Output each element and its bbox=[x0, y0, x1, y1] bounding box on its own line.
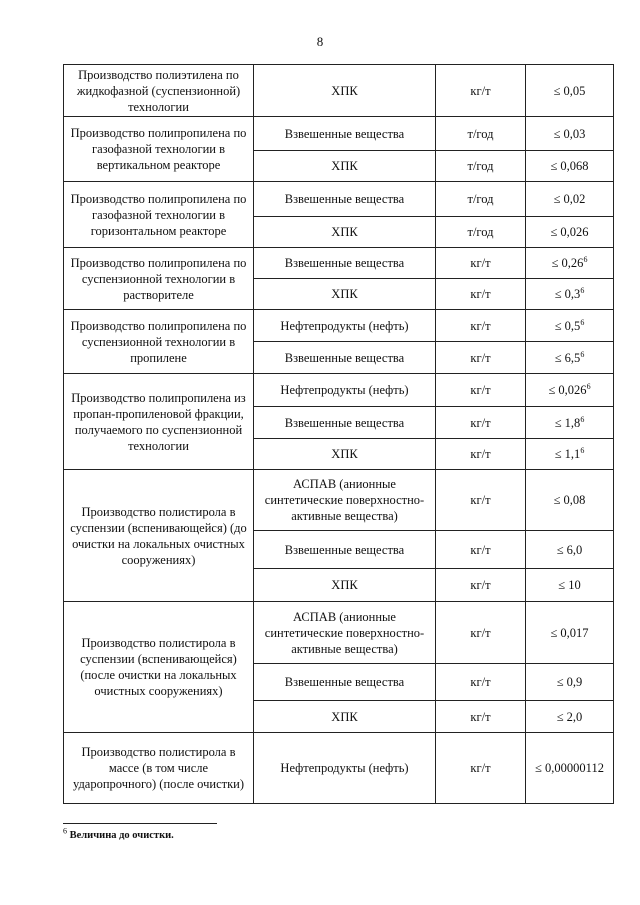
footnote-ref: 6 bbox=[583, 254, 588, 264]
value-cell bbox=[526, 439, 614, 470]
table-row bbox=[64, 470, 614, 531]
unit-cell: кг/т bbox=[436, 701, 526, 733]
unit-cell: т/год bbox=[436, 182, 526, 217]
production-cell: Производство полипропилена по суспензионной технологии в растворителе bbox=[64, 248, 254, 310]
unit-cell: т/год bbox=[436, 151, 526, 182]
substance-cell: АСПАВ (анионные синтетические поверхностно-активные вещества) bbox=[254, 602, 436, 664]
value-cell bbox=[526, 374, 614, 407]
value-cell bbox=[526, 117, 614, 151]
substance-cell: Взвешенные вещества bbox=[254, 664, 436, 701]
substance-cell: Взвешенные вещества bbox=[254, 248, 436, 279]
value-text: ≤ 0,26 bbox=[551, 256, 584, 270]
value-text: ≤ 0,3 bbox=[554, 287, 581, 301]
value-cell bbox=[526, 248, 614, 279]
value-text: ≤ 0,068 bbox=[550, 159, 589, 173]
table-row bbox=[64, 182, 614, 217]
table-row bbox=[64, 310, 614, 342]
value-cell bbox=[526, 342, 614, 374]
value-cell bbox=[526, 182, 614, 217]
value-text: ≤ 0,03 bbox=[553, 126, 586, 141]
substance-cell: Нефтепродукты (нефть) bbox=[254, 733, 436, 804]
value-cell bbox=[526, 569, 614, 602]
table-row bbox=[64, 374, 614, 407]
footnote-rule bbox=[63, 823, 217, 824]
table-row bbox=[64, 117, 614, 151]
footnote-mark: 6 bbox=[63, 826, 67, 836]
value-cell bbox=[526, 602, 614, 664]
value-text: ≤ 0,08 bbox=[553, 493, 586, 507]
footnote-ref: 6 bbox=[586, 381, 591, 391]
value-cell bbox=[526, 151, 614, 182]
substance-cell: ХПК bbox=[254, 65, 436, 117]
production-cell: Производство полипропилена по суспензионной технологии в пропилене bbox=[64, 310, 254, 374]
value-text: ≤ 0,5 bbox=[554, 318, 581, 333]
table-row bbox=[64, 733, 614, 804]
value-text: ≤ 2,0 bbox=[556, 709, 583, 724]
substance-cell: Взвешенные вещества bbox=[254, 407, 436, 439]
value-cell bbox=[526, 310, 614, 342]
value-cell bbox=[526, 701, 614, 733]
substance-cell: Нефтепродукты (нефть) bbox=[254, 374, 436, 407]
value-cell bbox=[526, 531, 614, 569]
unit-cell: кг/т bbox=[436, 439, 526, 470]
footnote bbox=[63, 826, 174, 841]
unit-cell: кг/т bbox=[436, 733, 526, 804]
unit-cell: кг/т bbox=[436, 531, 526, 569]
value-cell bbox=[526, 65, 614, 117]
production-cell: Производство полистирола в суспензии (вспенивающейся) (после очистки на локальных очистных сооружениях) bbox=[64, 602, 254, 733]
footnote-ref: 6 bbox=[580, 285, 585, 295]
value-text: ≤ 0,9 bbox=[556, 675, 583, 689]
substance-cell: Взвешенные вещества bbox=[254, 182, 436, 217]
production-cell: Производство полистирола в массе (в том числе ударопрочного) (после очистки) bbox=[64, 733, 254, 804]
production-cell: Производство полиэтилена по жидкофазной (суспензионной) технологии bbox=[64, 65, 254, 117]
value-text: ≤ 10 bbox=[558, 578, 581, 592]
value-text: ≤ 1,1 bbox=[554, 447, 581, 461]
value-text: ≤ 0,017 bbox=[550, 625, 589, 640]
substance-cell: Нефтепродукты (нефть) bbox=[254, 310, 436, 342]
footnote-ref: 6 bbox=[580, 445, 585, 455]
unit-cell: кг/т bbox=[436, 664, 526, 701]
value-text: ≤ 1,8 bbox=[554, 415, 581, 430]
substance-cell: ХПК bbox=[254, 701, 436, 733]
substance-cell: ХПК bbox=[254, 439, 436, 470]
value-text: ≤ 0,00000112 bbox=[535, 761, 604, 775]
unit-cell: кг/т bbox=[436, 342, 526, 374]
value-text: ≤ 0,05 bbox=[553, 83, 586, 98]
value-cell bbox=[526, 279, 614, 310]
value-text: ≤ 6,5 bbox=[554, 350, 581, 365]
value-text: ≤ 0,026 bbox=[550, 225, 589, 239]
unit-cell: т/год bbox=[436, 217, 526, 248]
unit-cell: кг/т bbox=[436, 248, 526, 279]
page-number: 8 bbox=[316, 34, 324, 49]
substance-cell: ХПК bbox=[254, 217, 436, 248]
table-row bbox=[64, 602, 614, 664]
production-cell: Производство полипропилена по газофазной технологии в вертикальном реакторе bbox=[64, 117, 254, 182]
value-cell bbox=[526, 470, 614, 531]
value-cell bbox=[526, 733, 614, 804]
unit-cell: кг/т bbox=[436, 569, 526, 602]
unit-cell: кг/т bbox=[436, 374, 526, 407]
substance-cell: ХПК bbox=[254, 569, 436, 602]
substance-cell: ХПК bbox=[254, 279, 436, 310]
unit-cell: кг/т bbox=[436, 310, 526, 342]
footnote-ref: 6 bbox=[580, 349, 585, 359]
substance-cell: Взвешенные вещества bbox=[254, 117, 436, 151]
table-row bbox=[64, 248, 614, 279]
footnote-text: Величина до очистки. bbox=[69, 830, 174, 841]
value-text: ≤ 0,02 bbox=[553, 192, 586, 206]
unit-cell: кг/т bbox=[436, 279, 526, 310]
substance-cell: Взвешенные вещества bbox=[254, 342, 436, 374]
unit-cell: т/год bbox=[436, 117, 526, 151]
production-cell: Производство полистирола в суспензии (вспенивающейся) (до очистки на локальных очистных сооружениях) bbox=[64, 470, 254, 602]
substance-cell: ХПК bbox=[254, 151, 436, 182]
footnote-ref: 6 bbox=[580, 317, 585, 327]
production-cell: Производство полипропилена из пропан-пропиленовой фракции, получаемого по суспензионной технологии bbox=[64, 374, 254, 470]
value-cell bbox=[526, 217, 614, 248]
value-cell bbox=[526, 664, 614, 701]
unit-cell: кг/т bbox=[436, 470, 526, 531]
production-cell: Производство полипропилена по газофазной технологии в горизонтальном реакторе bbox=[64, 182, 254, 248]
value-cell bbox=[526, 407, 614, 439]
unit-cell: кг/т bbox=[436, 65, 526, 117]
table-row bbox=[64, 65, 614, 117]
unit-cell: кг/т bbox=[436, 602, 526, 664]
substance-cell: АСПАВ (анионные синтетические поверхностно-активные вещества) bbox=[254, 470, 436, 531]
unit-cell: кг/т bbox=[436, 407, 526, 439]
norms-table bbox=[63, 64, 614, 804]
value-text: ≤ 6,0 bbox=[556, 542, 583, 557]
footnote-ref: 6 bbox=[580, 414, 585, 424]
substance-cell: Взвешенные вещества bbox=[254, 531, 436, 569]
value-text: ≤ 0,026 bbox=[548, 383, 587, 397]
